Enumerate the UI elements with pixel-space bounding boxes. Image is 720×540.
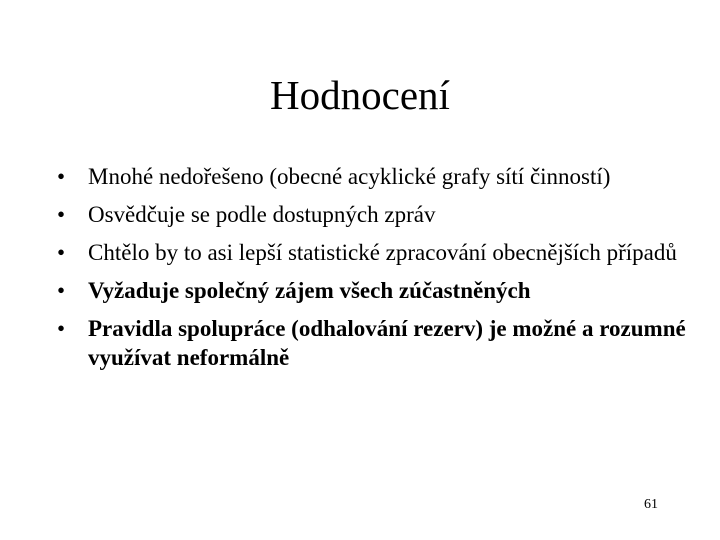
bullet-text: Vyžaduje společný zájem všech zúčastněných bbox=[88, 278, 531, 303]
bullet-item bbox=[57, 200, 697, 229]
bullet-item bbox=[57, 238, 697, 267]
page-number: 61 bbox=[644, 497, 658, 512]
bullet-text: Mnohé nedořešeno (obecné acyklické grafy sítí činností) bbox=[88, 164, 611, 189]
bullet-item bbox=[57, 162, 697, 191]
bullet-list bbox=[57, 162, 697, 381]
bullet-icon: • bbox=[57, 240, 66, 265]
bullet-text: Chtělo by to asi lepší statistické zpracování obecnějších případů bbox=[88, 240, 677, 265]
bullet-icon: • bbox=[57, 278, 66, 303]
bullet-icon: • bbox=[57, 164, 66, 189]
slide-title: Hodnocení bbox=[270, 72, 450, 118]
bullet-item bbox=[57, 276, 697, 305]
bullet-icon: • bbox=[57, 316, 66, 341]
bullet-text: Pravidla spolupráce (odhalování rezerv) je možné a rozumné využívat neformálně bbox=[88, 316, 686, 370]
bullet-text: Osvědčuje se podle dostupných zpráv bbox=[88, 202, 436, 227]
bullet-item bbox=[57, 314, 697, 372]
bullet-icon: • bbox=[57, 202, 66, 227]
